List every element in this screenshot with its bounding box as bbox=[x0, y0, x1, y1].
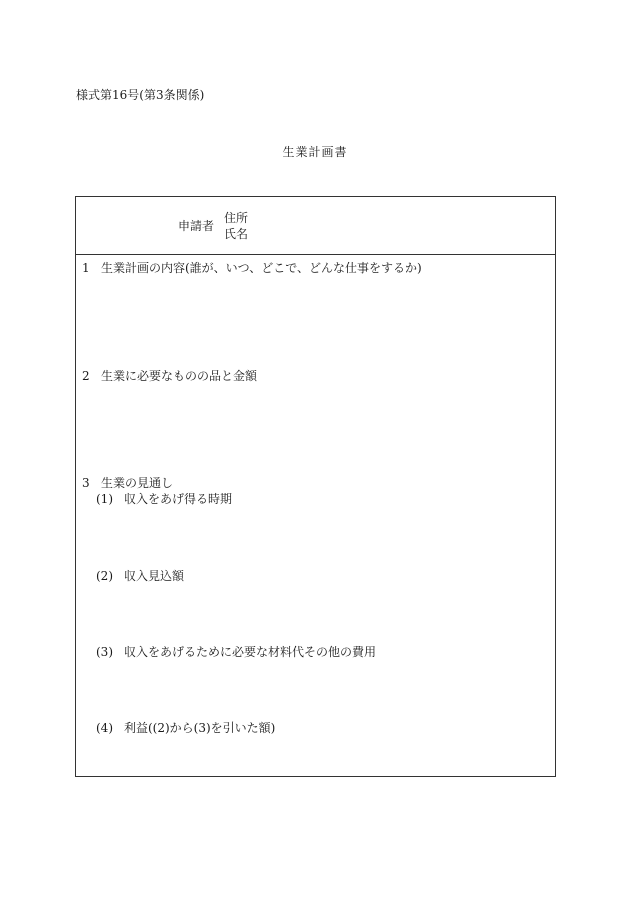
subsection-4-entry-area[interactable] bbox=[84, 738, 547, 772]
address-label: 住所 bbox=[224, 211, 249, 225]
subsection-1-heading bbox=[96, 490, 232, 507]
subsection-4-heading bbox=[96, 719, 275, 736]
form-number: 様式第16号(第3条関係) bbox=[76, 88, 205, 102]
applicant-fields bbox=[224, 210, 248, 242]
subsection-4-label: 利益((2)から(3)を引いた額) bbox=[124, 721, 276, 735]
section-1-label: 生業計画の内容(誰が、いつ、どこで、どんな仕事をするか) bbox=[101, 261, 422, 275]
section-2-heading bbox=[82, 367, 257, 384]
section-1-heading bbox=[82, 259, 422, 276]
subsection-3-entry-area[interactable] bbox=[84, 662, 547, 714]
subsection-1-label: 収入をあげ得る時期 bbox=[124, 492, 233, 506]
subsection-3-number: (3) bbox=[96, 645, 113, 659]
name-label: 氏名 bbox=[224, 227, 249, 241]
subsection-2-heading bbox=[96, 567, 184, 584]
subsection-4-number: (4) bbox=[96, 721, 113, 735]
section-3-heading bbox=[82, 474, 173, 491]
applicant-label: 申請者 bbox=[178, 219, 215, 233]
section-3-label: 生業の見通し bbox=[101, 476, 174, 490]
subsection-2-number: (2) bbox=[96, 569, 113, 583]
section-2-number: 2 bbox=[82, 369, 90, 383]
form-box bbox=[75, 196, 556, 777]
section-3-number: 3 bbox=[82, 476, 90, 490]
document-title: 生業計画書 bbox=[282, 145, 348, 159]
section-2-label: 生業に必要なものの品と金額 bbox=[101, 369, 258, 383]
section-1-entry-area[interactable] bbox=[84, 279, 547, 363]
subsection-2-label: 収入見込額 bbox=[124, 569, 185, 583]
subsection-2-entry-area[interactable] bbox=[84, 586, 547, 638]
subsection-3-label: 収入をあげるために必要な材料代その他の費用 bbox=[124, 645, 377, 659]
subsection-1-entry-area[interactable] bbox=[84, 509, 547, 561]
section-1-number: 1 bbox=[82, 261, 90, 275]
subsection-1-number: (1) bbox=[96, 492, 113, 506]
subsection-3-heading bbox=[96, 643, 376, 660]
applicant-row bbox=[76, 197, 555, 255]
section-2-entry-area[interactable] bbox=[84, 387, 547, 471]
